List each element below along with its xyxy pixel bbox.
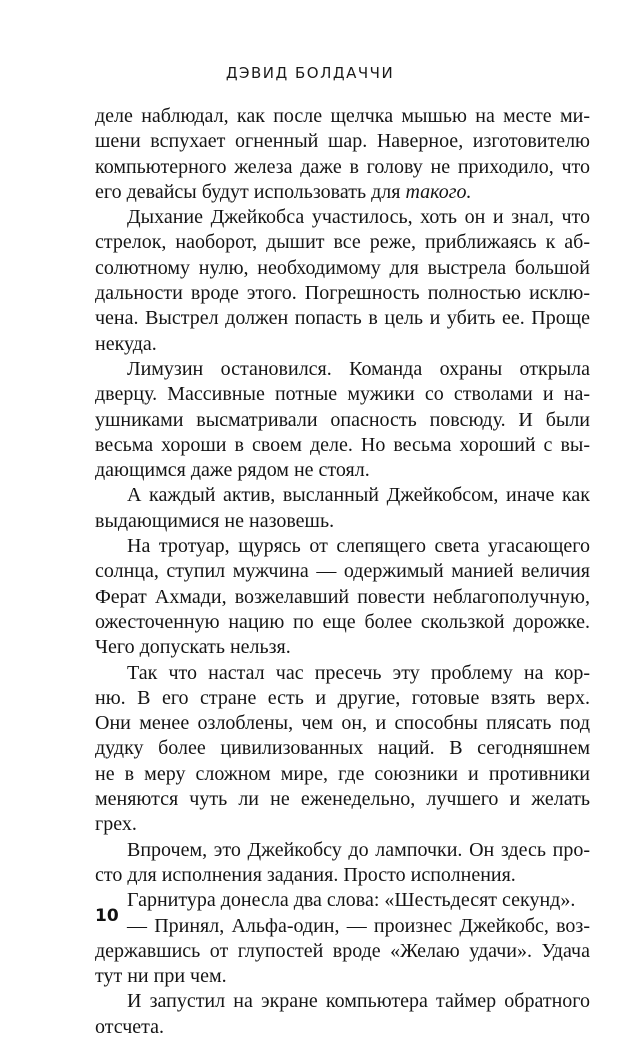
text-line: ушниками высматривали опасность повсюду. И были <box>95 408 590 431</box>
text-line: дудку более цивилизованных наций. В сегодняшнем <box>95 737 590 760</box>
text-line: солютному нулю, необходимому для выстрела большой <box>95 256 590 279</box>
text-line: Дыхание Джейкобса участилось, хоть он и знал, что <box>127 206 590 229</box>
text-line <box>95 180 590 205</box>
text-line: дальности вроде этого. Погрешность полностью исклю- <box>95 282 590 305</box>
page-number: 10 <box>95 906 119 926</box>
text-line: ожесточенную нацию по еще более скользкой дорожке. <box>95 610 590 633</box>
paragraph-8 <box>95 888 590 913</box>
text-line: меняются чуть ли не еженедельно, лучшего и желать <box>95 788 590 811</box>
paragraph-10 <box>95 989 590 1040</box>
paragraph-1 <box>95 104 590 205</box>
text-line: выдающимися не назовешь. <box>95 509 335 532</box>
paragraph-3 <box>95 357 590 483</box>
text-line: сто для исполнения задания. Просто исполнения. <box>95 863 516 886</box>
text-line: Так что настал час пресечь эту проблему на кор- <box>127 661 590 684</box>
text-line: Чего допускать нельзя. <box>95 636 291 659</box>
text-line: деле наблюдал, как после щелчка мышью на месте ми- <box>95 105 590 127</box>
text-line: отсчета. <box>95 1015 164 1038</box>
text-line: дающимся даже рядом не стоял. <box>95 459 370 482</box>
text-line: И запустил на экране компьютера таймер обратного <box>127 990 590 1013</box>
paragraph-4 <box>95 483 590 534</box>
text-line: Лимузин остановился. Команда охраны открыла <box>127 357 590 380</box>
text-line: Они менее озлоблены, чем он, и способны плясать под <box>95 712 590 735</box>
text-line: Ферат Ахмади, возжелавший повести неблагополучную, <box>95 585 590 608</box>
text-line: весьма хороши в своем деле. Но весьма хороший с вы- <box>95 433 590 456</box>
text-line: тут ни при чем. <box>95 965 227 988</box>
text-line: ню. В его стране есть и другие, готовые взять верх. <box>95 686 590 709</box>
text-line: Гарнитура донесла два слова: «Шестьдесят секунд». <box>127 889 576 912</box>
text-line: не в меру сложном мире, где союзники и противники <box>95 762 590 785</box>
paragraph-5 <box>95 534 590 660</box>
paragraph-9 <box>95 914 590 990</box>
text-run: его девайсы будут использовать для <box>95 180 406 203</box>
paragraph-7 <box>95 838 590 889</box>
text-line: дверцу. Массивные потные мужики со стволами и на- <box>95 383 590 406</box>
text-line: грех. <box>95 813 137 836</box>
text-line: некуда. <box>95 332 157 355</box>
running-header-author: ДЭВИД БОЛДАЧЧИ <box>225 64 395 82</box>
text-line: стрелок, наоборот, дышит все реже, приближаясь к аб- <box>95 231 590 254</box>
paragraph-2 <box>95 205 590 357</box>
text-line: шени вспухает огненный шар. Наверное, изготовителю <box>95 130 590 153</box>
text-line: солнца, ступил мужчина — одержимый манией величия <box>95 560 590 583</box>
text-line: державшись от глупостей вроде «Желаю удачи». Удача <box>95 939 590 962</box>
text-line: компьютерного железа даже в голову не приходило, что <box>95 155 590 178</box>
text-line: Впрочем, это Джейкобсу до лампочки. Он здесь про- <box>127 838 590 861</box>
text-line: На тротуар, щурясь от слепящего света угасающего <box>127 535 590 558</box>
text-line: А каждый актив, высланный Джейкобсом, иначе как <box>127 484 590 507</box>
text-line: — Принял, Альфа-один, — произнес Джейкобс, воз- <box>127 914 590 937</box>
paragraph-6 <box>95 661 590 838</box>
italic-word: такого. <box>405 180 472 203</box>
body-text <box>95 104 590 1040</box>
text-line: чена. Выстрел должен попасть в цель и убить ее. Проще <box>95 307 590 330</box>
